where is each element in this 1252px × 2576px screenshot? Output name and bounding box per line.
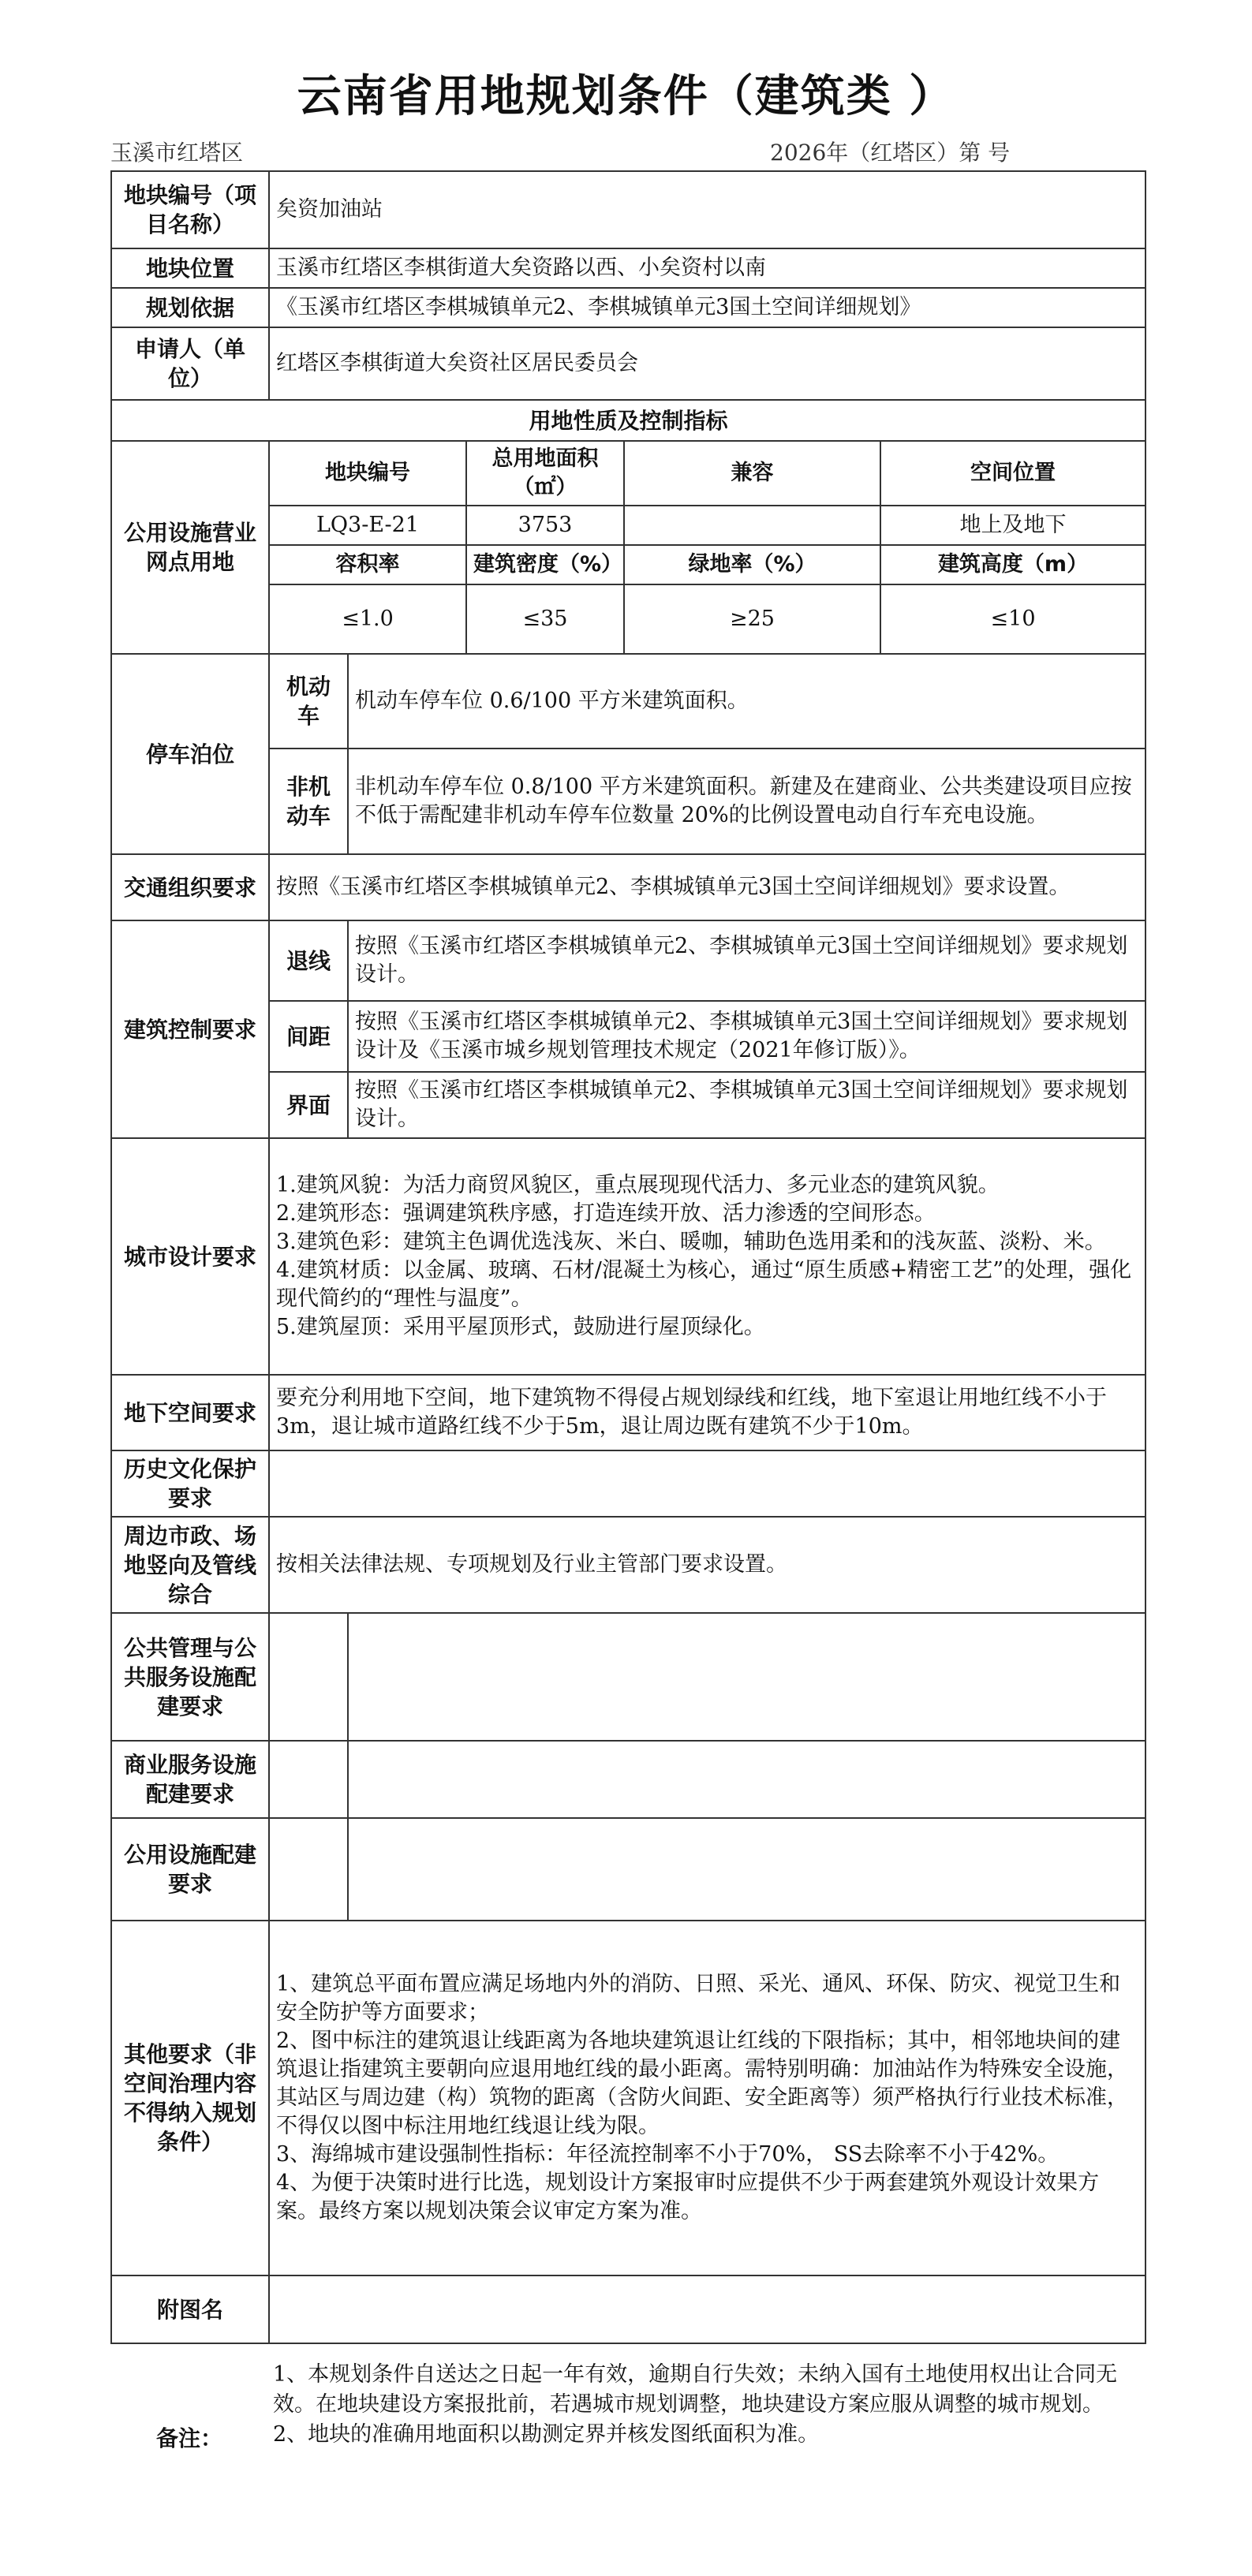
row-land-use-title [111,400,1145,441]
urban-design-item: 3.建筑色彩：建筑主色调优选浅灰、米白、暖咖，辅助色选用柔和的浅灰蓝、淡粉、米。 [276,1230,1106,1254]
municipal-label: 周边市政、场地竖向及管线综合 [111,1517,269,1613]
attachment-value [269,2275,1145,2343]
value-total-area: 3753 [466,506,624,545]
row-applicant [111,327,1145,400]
utility-label: 公用设施配建要求 [111,1818,269,1921]
interface-value: 按照《玉溪市红塔区李棋城镇单元2、李棋城镇单元3国土空间详细规划》要求规划设计。 [348,1072,1145,1138]
setback-value: 按照《玉溪市红塔区李棋城镇单元2、李棋城镇单元3国土空间详细规划》要求规划设计。 [348,920,1145,1001]
urban-design-item: 2.建筑形态：强调建筑秩序感，打造连续开放、活力渗透的空间形态。 [276,1201,936,1226]
header-spatial-position: 空间位置 [880,441,1145,506]
header-total-area: 总用地面积（㎡） [466,441,624,506]
header-building-density: 建筑密度（%） [466,545,624,584]
commercial-subcell [269,1741,348,1818]
row-other [111,1921,1145,2275]
header-building-height: 建筑高度（m） [880,545,1145,584]
location-label: 地块位置 [111,248,269,288]
row-plot-code [111,171,1145,248]
basis-label: 规划依据 [111,288,269,327]
region-label: 玉溪市红塔区 [110,140,244,166]
parking-nonmotor-label: 非机动车 [269,749,348,854]
commercial-value [348,1741,1145,1818]
land-use-section-title: 用地性质及控制指标 [111,400,1145,441]
applicant-label: 申请人（单位） [111,327,269,400]
underground-label: 地下空间要求 [111,1375,269,1450]
interface-label: 界面 [269,1072,348,1138]
spacing-value: 按照《玉溪市红塔区李棋城镇单元2、李棋城镇单元3国土空间详细规划》要求规划设计及《玉溪市城乡规划管理技术规定（2021年修订版）》。 [348,1001,1145,1072]
urban-design-label: 城市设计要求 [111,1138,269,1375]
row-traffic [111,854,1145,920]
header-compatible: 兼容 [624,441,880,506]
urban-design-item: 1.建筑风貌：为活力商贸风貌区，重点展现现代活力、多元业态的建筑风貌。 [276,1173,1000,1197]
row-public-service [111,1613,1145,1741]
land-use-category: 公用设施营业网点用地 [111,441,269,654]
remarks-label: 备注： [155,2425,222,2451]
row-urban-design [111,1138,1145,1375]
location-value: 玉溪市红塔区李棋街道大矣资路以西、小矣资村以南 [269,248,1145,288]
parking-nonmotor-value: 非机动车停车位 0.8/100 平方米建筑面积。新建及在建商业、公共类建设项目应按不低于需配建非机动车停车位数量 20%的比例设置电动自行车充电设施。 [348,749,1145,854]
value-building-height: ≤10 [880,584,1145,654]
row-municipal [111,1517,1145,1613]
row-parking-motor [111,654,1145,749]
planning-conditions-table [110,170,1146,2344]
row-land-use-headers-1 [111,441,1145,506]
parking-label: 停车泊位 [111,654,269,854]
value-building-density: ≤35 [466,584,624,654]
applicant-value: 红塔区李棋街道大矣资社区居民委员会 [269,327,1145,400]
row-underground [111,1375,1145,1450]
plot-code-label: 地块编号（项目名称） [111,171,269,248]
underground-value: 要充分利用地下空间，地下建筑物不得侵占规划绿线和红线，地下室退让用地红线不小于3m，退让城市道路红线不少于5m，退让周边既有建筑不少于10m。 [269,1375,1145,1450]
row-basis [111,288,1145,327]
attachment-label: 附图名 [111,2275,269,2343]
urban-design-item: 4.建筑材质：以金属、玻璃、石材/混凝土为核心，通过“原生质感+精密工艺”的处理，强化现代简约的“理性与温度”。 [276,1258,1132,1311]
public-service-subcell [269,1613,348,1741]
value-spatial-position: 地上及地下 [880,506,1145,545]
page-title: 云南省用地规划条件（建筑类 ） [297,71,955,122]
row-location [111,248,1145,288]
row-attachment [111,2275,1145,2343]
other-item: 2、图中标注的建筑退让线距离为各地块建筑退让红线的下限指标；其中，相邻地块间的建筑退让指建筑主要朝向应退用地红线的最小距离。需特别明确：加油站作为特殊安全设施，其站区与周边建（构）筑物的距离（含防火间距、安全距离等）须严格执行行业技术标准，不得仅以图中标注用地红线退让线为限。 [276,2029,1128,2138]
row-utility [111,1818,1145,1921]
parking-motor-label: 机动车 [269,654,348,749]
heritage-label: 历史文化保护要求 [111,1450,269,1517]
value-green-ratio: ≥25 [624,584,880,654]
heritage-value [269,1450,1145,1517]
header-plot-number: 地块编号 [269,441,466,506]
utility-value [348,1818,1145,1921]
public-service-value [348,1613,1145,1741]
public-service-label: 公共管理与公共服务设施配建要求 [111,1613,269,1741]
traffic-label: 交通组织要求 [111,854,269,920]
parking-motor-value: 机动车停车位 0.6/100 平方米建筑面积。 [348,654,1145,749]
value-plot-number: LQ3-E-21 [269,506,466,545]
other-value [269,1921,1145,2275]
utility-subcell [269,1818,348,1921]
row-building-setback [111,920,1145,1001]
value-compatible [624,506,880,545]
header-green-ratio: 绿地率（%） [624,545,880,584]
commercial-label: 商业服务设施配建要求 [111,1741,269,1818]
other-item: 3、海绵城市建设强制性指标：年径流控制率不小于70%， SS去除率不小于42%。 [276,2142,1060,2167]
header-far: 容积率 [269,545,466,584]
traffic-value: 按照《玉溪市红塔区李棋城镇单元2、李棋城镇单元3国土空间详细规划》要求设置。 [269,854,1145,920]
value-far: ≤1.0 [269,584,466,654]
building-control-label: 建筑控制要求 [111,920,269,1138]
setback-label: 退线 [269,920,348,1001]
spacing-label: 间距 [269,1001,348,1072]
remark-item: 1、本规划条件自送达之日起一年有效，逾期自行失效；未纳入国有土地使用权出让合同无效。在地块建设方案报批前，若遇城市规划调整，地块建设方案应服从调整的城市规划。 [273,2362,1118,2417]
document-number: 2026年（红塔区）第 号 [770,140,1011,166]
urban-design-item: 5.建筑屋顶：采用平屋顶形式，鼓励进行屋顶绿化。 [276,1315,765,1339]
remark-item: 2、地块的准确用地面积以勘测定界并核发图纸面积为准。 [273,2422,820,2447]
other-item: 1、建筑总平面布置应满足场地内外的消防、日照、采光、通风、环保、防灾、视觉卫生和安全防护等方面要求； [276,1972,1121,2025]
row-heritage [111,1450,1145,1517]
urban-design-value [269,1138,1145,1375]
other-label: 其他要求（非空间治理内容不得纳入规划条件） [111,1921,269,2275]
basis-value: 《玉溪市红塔区李棋城镇单元2、李棋城镇单元3国土空间详细规划》 [269,288,1145,327]
plot-code-value: 矣资加油站 [269,171,1145,248]
remarks-content [273,2360,1145,2450]
other-item: 4、为便于决策时进行比选，规划设计方案报审时应提供不少于两套建筑外观设计效果方案。最终方案以规划决策会议审定方案为准。 [276,2171,1100,2223]
municipal-value: 按相关法律法规、专项规划及行业主管部门要求设置。 [269,1517,1145,1613]
row-commercial [111,1741,1145,1818]
